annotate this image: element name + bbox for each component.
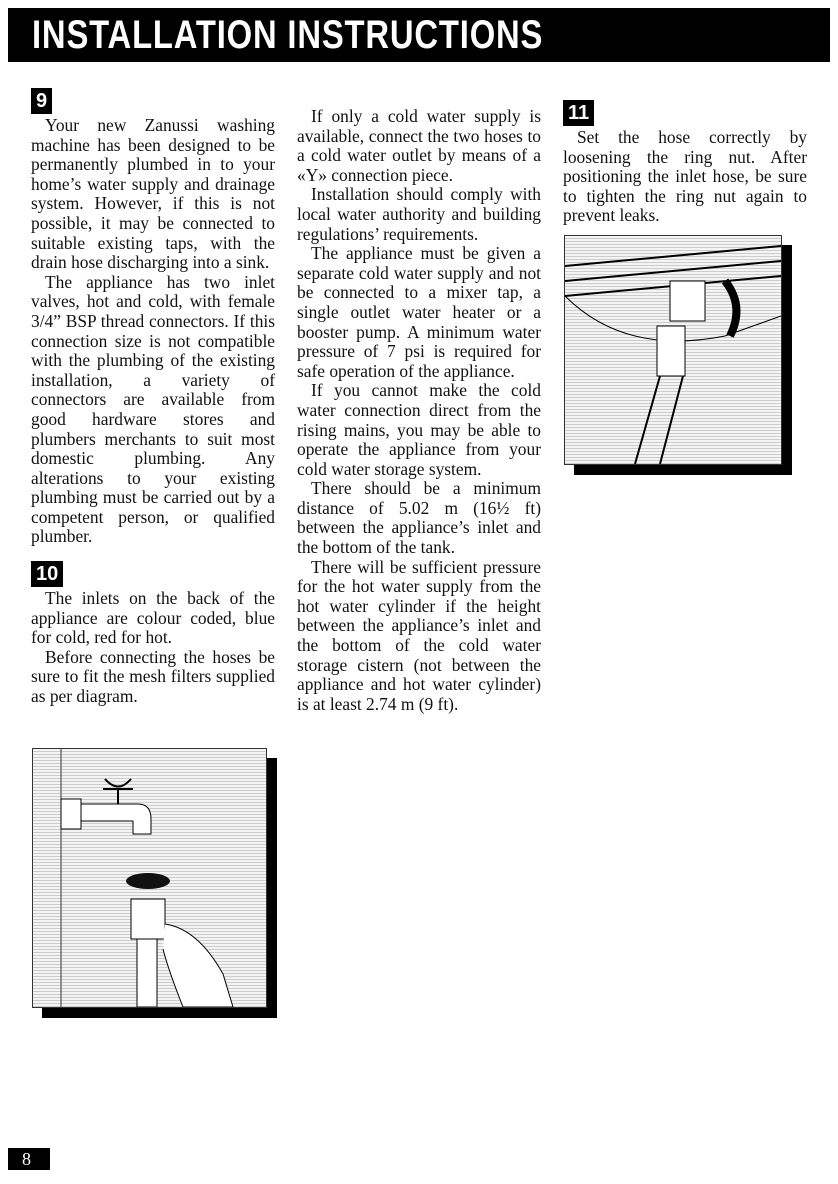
paragraph: The appliance must be given a separate cold water supply and not be connected to a mixer tap, a single outlet water heater or a booster pump. A minimum water pressure of 7 psi is required for safe operation of the appliance. (297, 243, 541, 381)
tap-filter-illustration (32, 748, 267, 1008)
hose-ring-nut-illustration (564, 235, 782, 465)
page-title: INSTALLATION INSTRUCTIONS (32, 13, 544, 57)
step-number-badge: 11 (563, 100, 594, 126)
section-11 (563, 100, 807, 226)
paragraph: The inlets on the back of the appliance are colour coded, blue for cold, red for hot. (31, 588, 275, 648)
paragraph: Installation should comply with local water authority and building regulations’ requirements. (297, 184, 541, 244)
paragraph: Before connecting the hoses be sure to fit the mesh filters supplied as per diagram. (31, 646, 275, 707)
page-header (8, 8, 830, 62)
paragraph: If only a cold water supply is available, connect the two hoses to a cold water outlet by means of a «Y» connection piece. (297, 106, 541, 185)
paragraph: There should be a minimum distance of 5.02 m (16½ ft) between the appliance’s inlet and the bottom of the tank. (297, 478, 541, 558)
paragraph: Set the hose correctly by loosening the ring nut. After positioning the inlet hose, be sure to tighten the ring nut again to prevent leaks. (563, 127, 807, 226)
section-9-continued (297, 107, 541, 714)
step-number-badge: 9 (31, 88, 52, 114)
paragraph: The appliance has two inlet valves, hot and cold, with female 3/4” BSP thread connectors. If this connection size is not compatible with the plumbing of the existing installation, a variety of connectors are available from good hardware stores and plumbers merchants to suit most domestic plumbing. Any alterations to your existing plumbing must be carried out by a competent person, or qualified plumber. (31, 271, 275, 547)
step-number-badge: 10 (31, 561, 63, 587)
paragraph: There will be sufficient pressure for the hot water supply from the hot water cylinder if the height between the appliance’s inlet and the bottom of the cold water storage cistern (not between the appliance and hot water cylinder) is at least 2.74 m (9 ft). (297, 556, 541, 714)
page-number: 8 (8, 1148, 50, 1170)
tap-with-filter-drawing (33, 749, 266, 1007)
paragraph: If you cannot make the cold water connection direct from the rising mains, you may be able to operate the appliance from your cold water storage system. (297, 380, 541, 479)
section-9 (31, 88, 275, 707)
paragraph: Your new Zanussi washing machine has been designed to be permanently plumbed in to your home’s water supply and drainage system. However, if this is not possible, it may be connected to suitable existing taps, with the drain hose discharging into a sink. (31, 115, 275, 273)
hose-ring-nut-drawing (565, 236, 781, 464)
